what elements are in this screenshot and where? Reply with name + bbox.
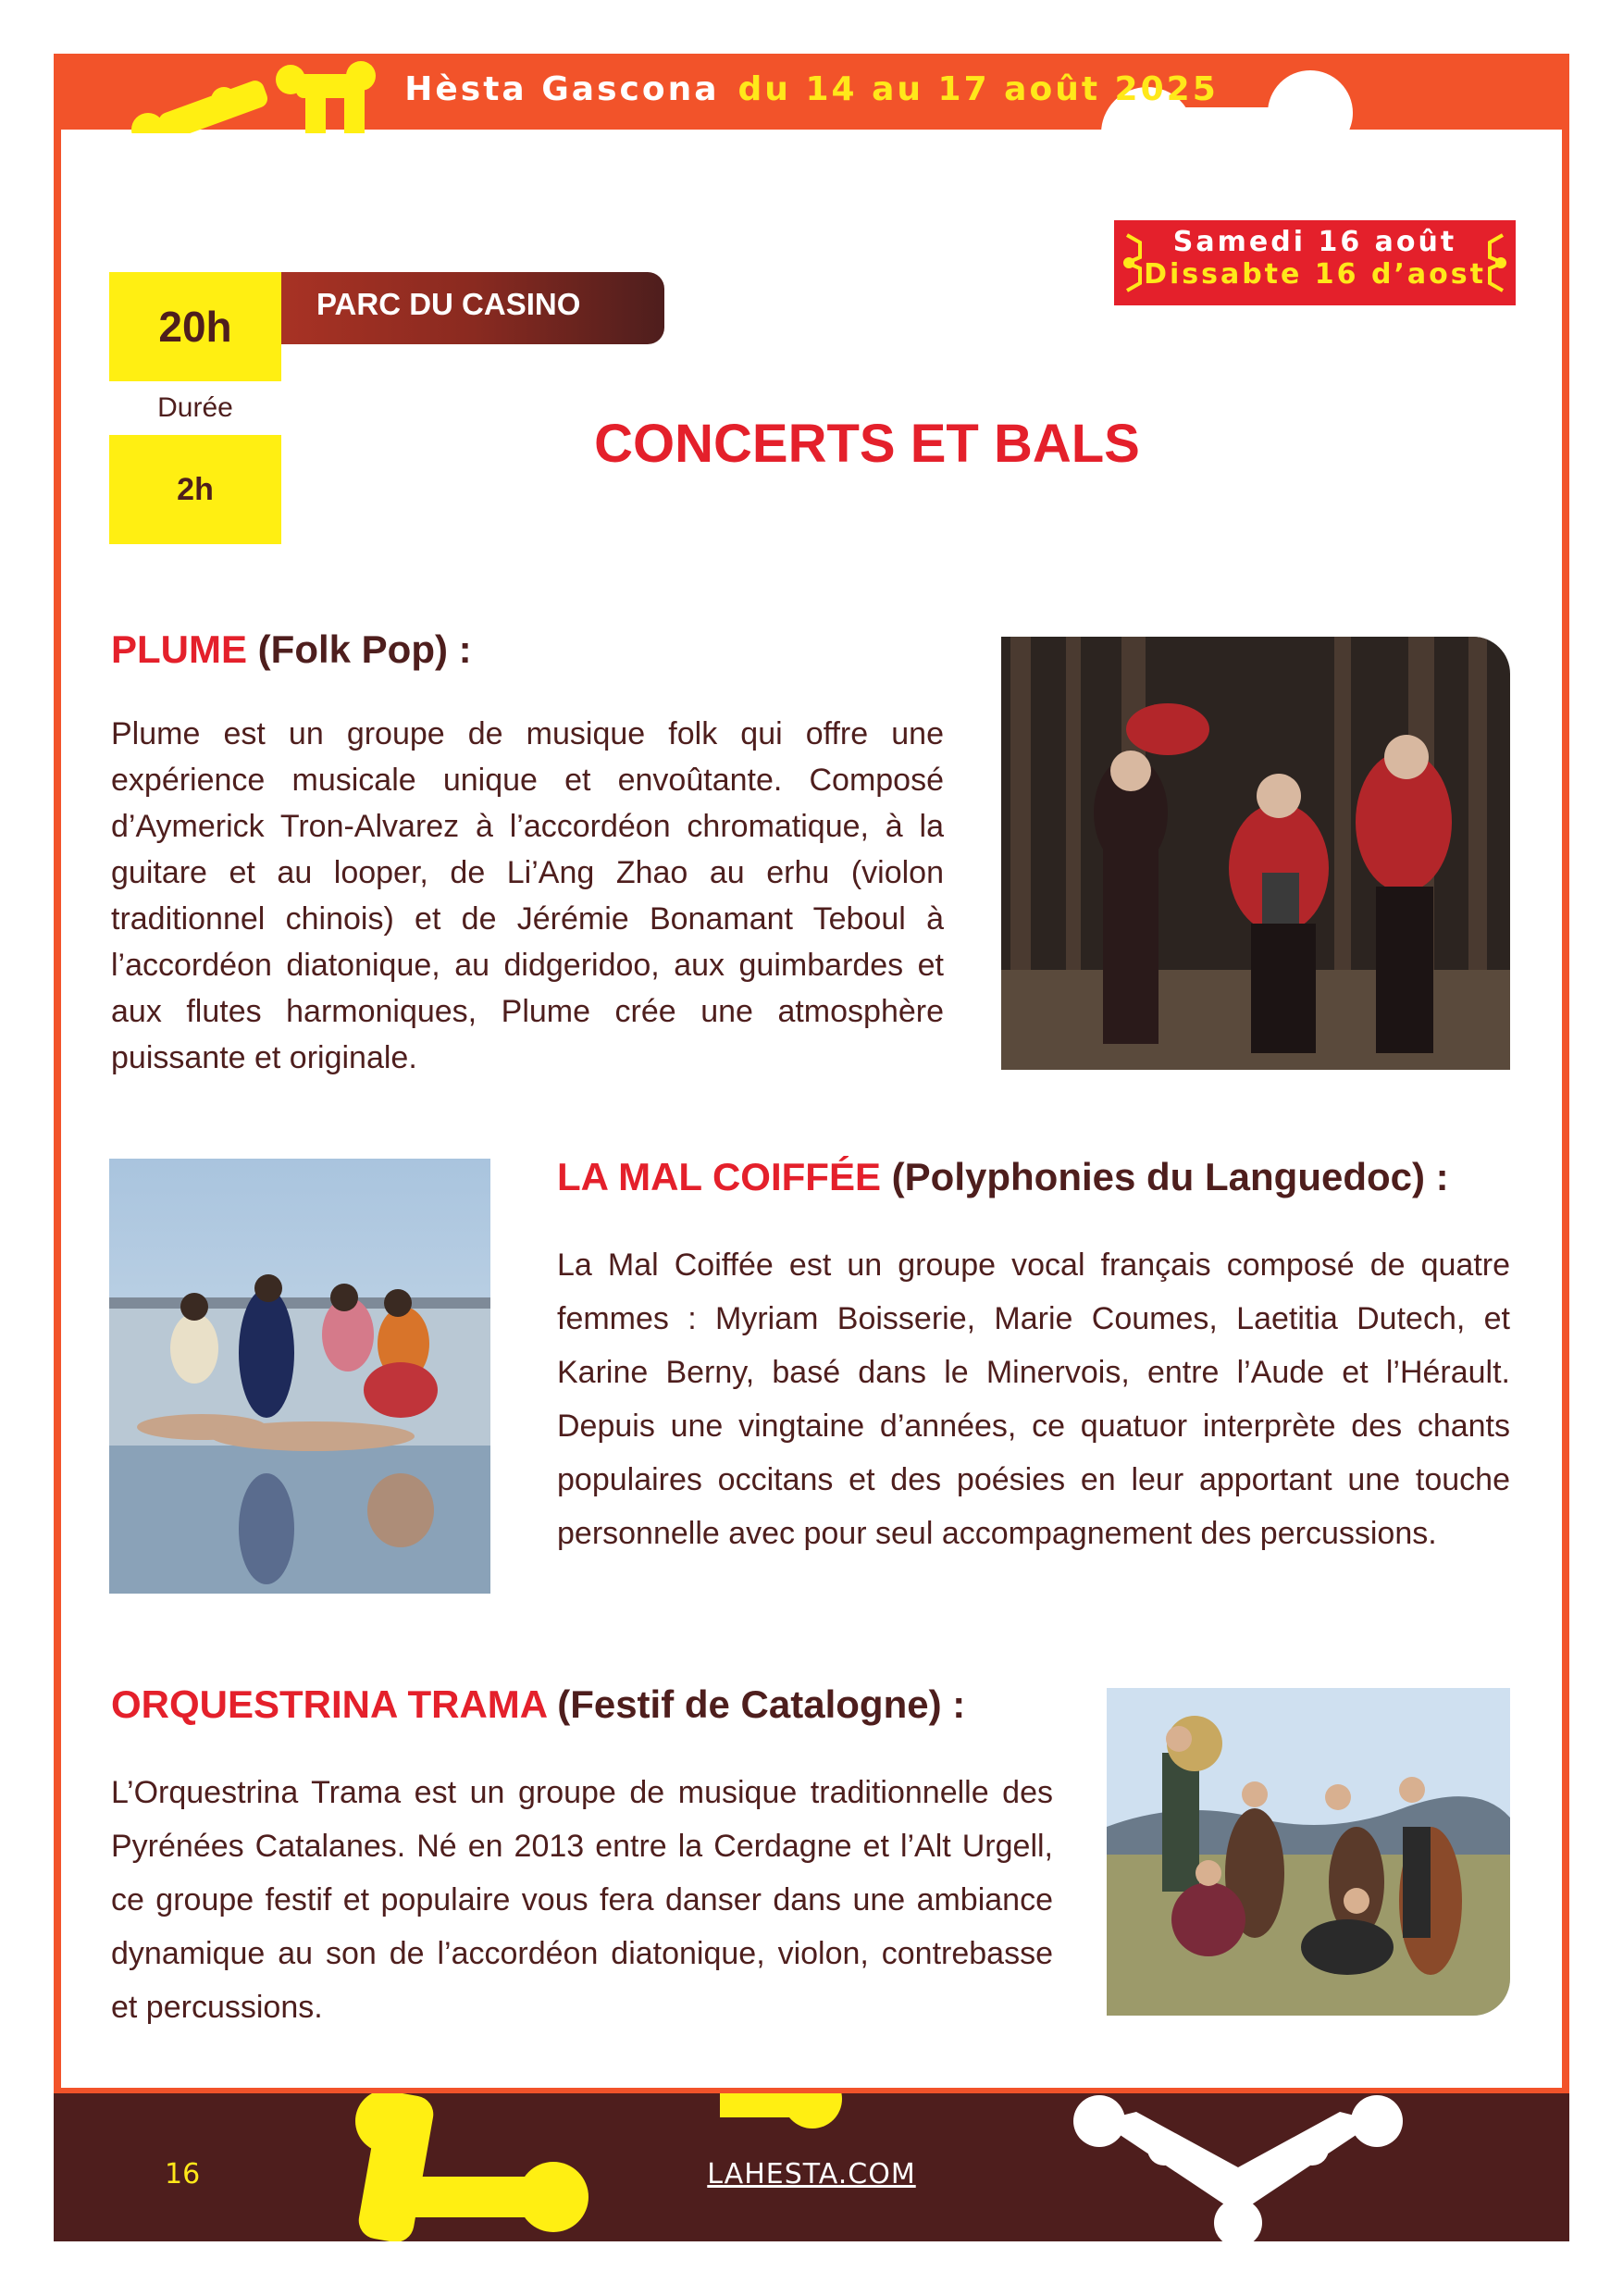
act-description-plume: Plume est un groupe de musique folk qui offre une expérience musicale unique et envoûtante. Composé d’Aymerick Tron-Alvarez à l’accordéon chromatique, à la guitare et au looper, de Li’Ang Zhao au erhu (violon traditionnel chinois) et de Jérémie Bonamant Teboul à l’accordéon diatonique, au didgeridoo, aux guimbardes et aux flutes harmoniques, Plume crée une atmosphère puissante et originale. — [111, 716, 944, 1075]
event-time: 20h — [109, 272, 281, 381]
event-duration: 2h — [109, 435, 281, 544]
act-name: LA MAL COIFFÉE — [557, 1155, 881, 1198]
act-heading-plume — [111, 627, 472, 672]
date-badge-french: Samedi 16 août — [1172, 226, 1457, 258]
festival-name: Hèsta Gascona — [404, 70, 720, 108]
act-genre: (Polyphonies du Languedoc) : — [891, 1155, 1449, 1198]
venue-label: PARC DU CASINO — [281, 272, 664, 344]
page-number: 16 — [165, 2158, 201, 2191]
bracket-hook-icon — [1482, 230, 1506, 296]
act-description-la-mal-coiffee: La Mal Coiffée est un groupe vocal français composé de quatre femmes : Myriam Boisserie, Marie Coumes, Laetitia Dutech, et Karine Berny, basé dans le Minervois, entre l’Aude et l’Hérault. Depuis une vingtaine d’années, ce quatuor interprète des chants populaires occitans et des poésies en leur apportant une touche personnelle avec pour seul accompagnement des percussions. — [557, 1247, 1510, 1551]
act-genre: (Festif de Catalogne) : — [557, 1682, 966, 1726]
act-genre: (Folk Pop) : — [257, 627, 472, 671]
act-heading-orquestrina-trama — [111, 1682, 965, 1727]
act-name: PLUME — [111, 627, 247, 671]
date-badge-gascon: Dissabte 16 d’aost — [1144, 258, 1486, 291]
bracket-hook-icon — [1123, 230, 1147, 296]
act-name: ORQUESTRINA TRAMA — [111, 1682, 547, 1726]
act-description-orquestrina-trama: L’Orquestrina Trama est un groupe de musique traditionnelle des Pyrénées Catalanes. Né en 2013 entre la Cerdagne et l’Alt Urgell, ce groupe festif et populaire vous fera danser dans une ambiance dynamique au son de l’accordéon diatonique, violon, contrebasse et percussions. — [111, 1775, 1053, 2025]
photo-la-mal-coiffee — [109, 1159, 490, 1594]
act-heading-la-mal-coiffee — [557, 1155, 1449, 1199]
website-link[interactable]: LAHESTA.COM — [707, 2158, 916, 2191]
date-badge — [1114, 220, 1516, 305]
festival-dates: du 14 au 17 août 2025 — [737, 70, 1219, 108]
photo-orquestrina-trama — [1107, 1688, 1510, 2016]
festival-header — [0, 70, 1623, 108]
duration-label: Durée — [157, 392, 233, 423]
page-title: CONCERTS ET BALS — [594, 414, 1140, 474]
photo-plume — [1001, 637, 1510, 1070]
